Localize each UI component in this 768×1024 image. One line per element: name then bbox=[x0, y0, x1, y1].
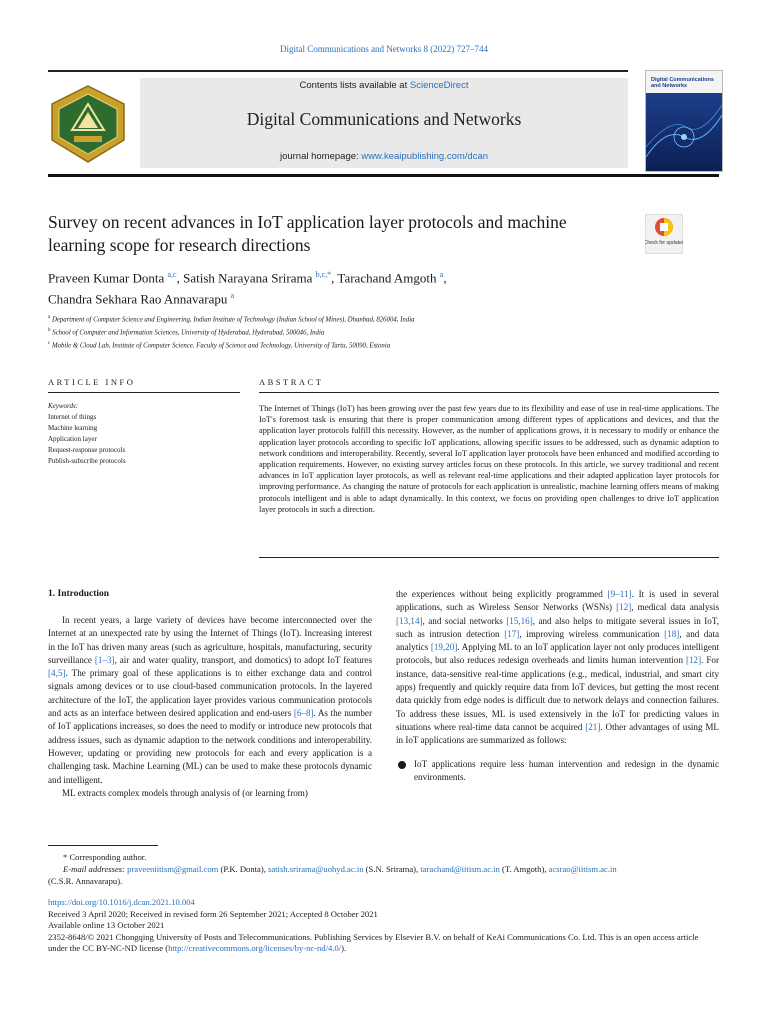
author-name[interactable]: Praveen Kumar Donta bbox=[48, 270, 165, 286]
intro-paragraph-continued: the experiences without being explicitly programmed [9–11]. It is used in several applications, such as Wireless Sensor Networks (WSNs) [12], medical data analysis [13,14], and social networks [15,16], and also helps to mitigate several issues in IoT, such as intrusion detection [17], improving wireless communication [18], and data analytics [19,20]. Applying ML to an IoT application layer not only produces intelligent protocols, but also reduces redesign overheads and limits human intervention [12]. For instance, data-sensitive real-time applications (e.g., medical, industrial, and smart city apps) frequently and quickly require data from IoT devices, but getting the most recent data quickly from edge nodes is difficult due to network delays and connection failures. To address these issues, ML is used extensively in the IoT for predicting values in situations where real-time data cannot be acquired [21]. Other advantages of using ML in IoT applications are summarized as follows: bbox=[396, 589, 719, 746]
email-addresses: E-mail addresses: praveeniitism@gmail.com (P.K. Donta), satish.srirama@uohyd.ac.in (S.N. Srirama), tarachand@iitism.ac.in (T. Amgoth), acsrao@iitism.ac.in bbox=[63, 864, 617, 874]
check-for-updates-badge[interactable] bbox=[645, 214, 683, 254]
article-title: Survey on recent advances in IoT application layer protocols and machine learning scope for research directions bbox=[48, 212, 567, 255]
publication-info bbox=[48, 897, 719, 955]
available-online: Available online 13 October 2021 bbox=[48, 920, 165, 931]
bullet-text: IoT applications require less human intervention and redesign in the dynamic environments. bbox=[414, 758, 719, 782]
citation-link[interactable]: [9–11] bbox=[607, 589, 632, 599]
cover-title-line-1: Digital Communications bbox=[651, 77, 714, 83]
email-tail: (C.S.R. Annavarapu). bbox=[48, 876, 123, 886]
email-link[interactable]: satish.srirama@uohyd.ac.in bbox=[268, 864, 364, 874]
email-link[interactable]: acsrao@iitism.ac.in bbox=[548, 864, 617, 874]
author-name[interactable]: Tarachand Amgoth bbox=[337, 270, 437, 286]
author-affiliation-mark[interactable]: a bbox=[439, 270, 444, 279]
copyright-notice: 2352-8648/© 2021 Chongqing University of Posts and Telecommunications. Publishing Services by Elsevier B.V. on behalf of KeAi Communications Co. Ltd. This is an open access article under the CC BY-NC-ND license (http://creativecommons.org/licenses/by-nc-nd/4.0/). bbox=[48, 931, 699, 954]
citation-link[interactable]: [1–3] bbox=[94, 654, 115, 665]
intro-paragraph-2: ML extracts complex models through analysis of (or learning from) bbox=[62, 787, 308, 798]
footnotes bbox=[48, 851, 719, 887]
citation-link[interactable]: [15,16] bbox=[506, 615, 533, 626]
keyword-item: Request-response protocols bbox=[48, 446, 126, 454]
author-affiliation-mark[interactable]: a bbox=[230, 291, 235, 301]
keyword-item: Application layer bbox=[48, 435, 97, 443]
intro-paragraph-1: In recent years, a large variety of devices have become interconnected over the Internet at an unexpected rate by using the Internet of Things (IoT). Increasing interest in the IoT has driven many areas (such as agriculture, hospitals, manufacturing, security surveillance [1–3], air and water quality, transport, and domotics) to adopt IoT features [4,5]. The primary goal of these applications is to either exchange data and control signals among devices or to use cloud-based communication protocols. In the layered architecture of the IoT, the application layer provides various communication protocols and acts as an interface between desired application and end-users [6–8]. As the number of IoT applications increases, so does the need to modify or introduce new protocols that address issues, such as dynamic adaption to the network conditions and interoperability. However, updating or providing new protocols for each and every application is a challenging task. Machine Learning (ML) can be used to make these protocols dynamic and intelligent. bbox=[48, 615, 372, 785]
article-info-rule bbox=[48, 392, 240, 393]
citation-link[interactable]: [21] bbox=[585, 721, 601, 732]
abstract-rule-bottom bbox=[259, 557, 719, 558]
body-column-right bbox=[396, 588, 719, 784]
keywords-list bbox=[48, 412, 126, 467]
crossmark-label: Check for updates bbox=[645, 240, 683, 246]
received-dates: Received 3 April 2020; Received in revised form 26 September 2021; Accepted 8 October 2021 bbox=[48, 908, 378, 919]
journal-cover-image[interactable] bbox=[645, 70, 723, 172]
abstract-text: The Internet of Things (IoT) has been growing over the past few years due to its flexibility and ease of use in real-time applications. The IoT's foremost task is ensuring that there is proper communication among different types of applications and devices, and that the application layer protocols fulfill this necessity. However, as the number of applications grows, it is necessary to modify or enhance the application layer protocols according to specific IoT applications, allowing specific issues to be addressed, such as dynamic adaption to network conditions and interoperability. Recently, several IoT application layer protocols have been enhanced and modified according to application requirements. However, no existing survey articles focus on these protocols. In this article, we survey traditional and recent advances in IoT application layer protocols, as well as relevant real-time applications and their adapted application layer protocols for improving performance. As changing the nature of protocols for each application is unrealistic, machine learning offers means of making protocols intelligent and is able to adapt dynamically. In this context, we focus on providing open challenges to drive IoT application layer protocols in such a direction. bbox=[259, 404, 719, 514]
email-link[interactable]: praveeniitism@gmail.com bbox=[127, 864, 219, 874]
contents-prefix: Contents lists available at bbox=[299, 80, 410, 91]
citation-link[interactable]: [4,5] bbox=[48, 668, 66, 679]
author-name[interactable]: Satish Narayana Srirama bbox=[183, 270, 313, 286]
affiliation-item: $^c$ Mobile & Cloud Lab, Institute of Computer Science, Faculty of Science and Technology, University of Tartu, 50090, Estonia bbox=[48, 340, 391, 350]
homepage-line bbox=[140, 151, 628, 162]
author-name[interactable]: Chandra Sekhara Rao Annavarapu bbox=[48, 291, 228, 307]
email-link[interactable]: tarachand@iitism.ac.in bbox=[420, 864, 500, 874]
author-affiliation-mark[interactable]: a,c bbox=[167, 270, 177, 279]
cover-art bbox=[646, 97, 722, 171]
corresponding-author-note: * Corresponding author. bbox=[63, 852, 147, 862]
citation-link[interactable]: [17] bbox=[504, 628, 520, 639]
body-column-left bbox=[48, 614, 372, 800]
affiliations bbox=[48, 313, 718, 352]
keyword-item: Publish-subscribe protocols bbox=[48, 457, 126, 465]
header-divider bbox=[48, 70, 628, 72]
sciencedirect-link[interactable]: ScienceDirect bbox=[409, 80, 469, 91]
citation-link[interactable]: [12] bbox=[616, 602, 632, 613]
contents-line bbox=[140, 80, 628, 91]
bullet-item bbox=[396, 758, 719, 785]
keyword-item: Internet of things bbox=[48, 413, 97, 421]
affiliation-item: $^b$ School of Computer and Information Sciences, University of Hyderabad, Hyderabad, 500046, India bbox=[48, 327, 325, 337]
email-label: E-mail addresses: bbox=[63, 864, 125, 874]
journal-title: Digital Communications and Networks bbox=[246, 109, 522, 129]
citation-link[interactable]: [12] bbox=[685, 655, 702, 666]
cover-title bbox=[651, 77, 714, 89]
keywords-label: Keywords: bbox=[48, 402, 79, 410]
citation-link[interactable]: [13,14] bbox=[396, 615, 423, 626]
citation-link[interactable]: [19,20] bbox=[430, 642, 458, 653]
author-list: Praveen Kumar Donta $^{a,c}$, Satish Narayana Srirama $^{b,c,*}$, Tarachand Amgoth $^a$, Chandra Sekhara Rao Annavarapu $^a$ bbox=[48, 270, 447, 307]
section-heading-introduction: 1. Introduction bbox=[48, 589, 110, 599]
article-info-heading: ARTICLE INFO bbox=[48, 377, 136, 387]
affiliation-item: $^a$ Department of Computer Science and Engineering, Indian Institute of Technology (Indian School of Mines), Dhanbad, 826004, India bbox=[48, 315, 415, 324]
cover-title-line-2: and Networks bbox=[651, 83, 688, 89]
doi-link[interactable]: https://doi.org/10.1016/j.dcan.2021.10.004 bbox=[48, 897, 195, 907]
abstract-rule-top bbox=[259, 392, 719, 393]
publisher-logo bbox=[48, 84, 128, 164]
homepage-prefix: journal homepage: bbox=[279, 151, 362, 162]
abstract-heading: ABSTRACT bbox=[259, 377, 324, 387]
citation-link[interactable]: [18] bbox=[664, 628, 680, 639]
keyword-item: Machine learning bbox=[48, 424, 98, 432]
author-affiliation-mark[interactable]: b,c,* bbox=[315, 270, 332, 279]
license-link[interactable]: http://creativecommons.org/licenses/by-nc-nd/4.0/ bbox=[168, 943, 342, 954]
footnote-rule bbox=[48, 845, 158, 846]
bullet-icon bbox=[398, 761, 406, 769]
citation-link[interactable]: [6–8] bbox=[293, 708, 314, 719]
journal-reference[interactable]: Digital Communications and Networks 8 (2022) 727–744 bbox=[280, 44, 488, 54]
header-bottom-rule bbox=[48, 174, 719, 177]
homepage-link[interactable]: www.keaipublishing.com/dcan bbox=[361, 151, 489, 162]
